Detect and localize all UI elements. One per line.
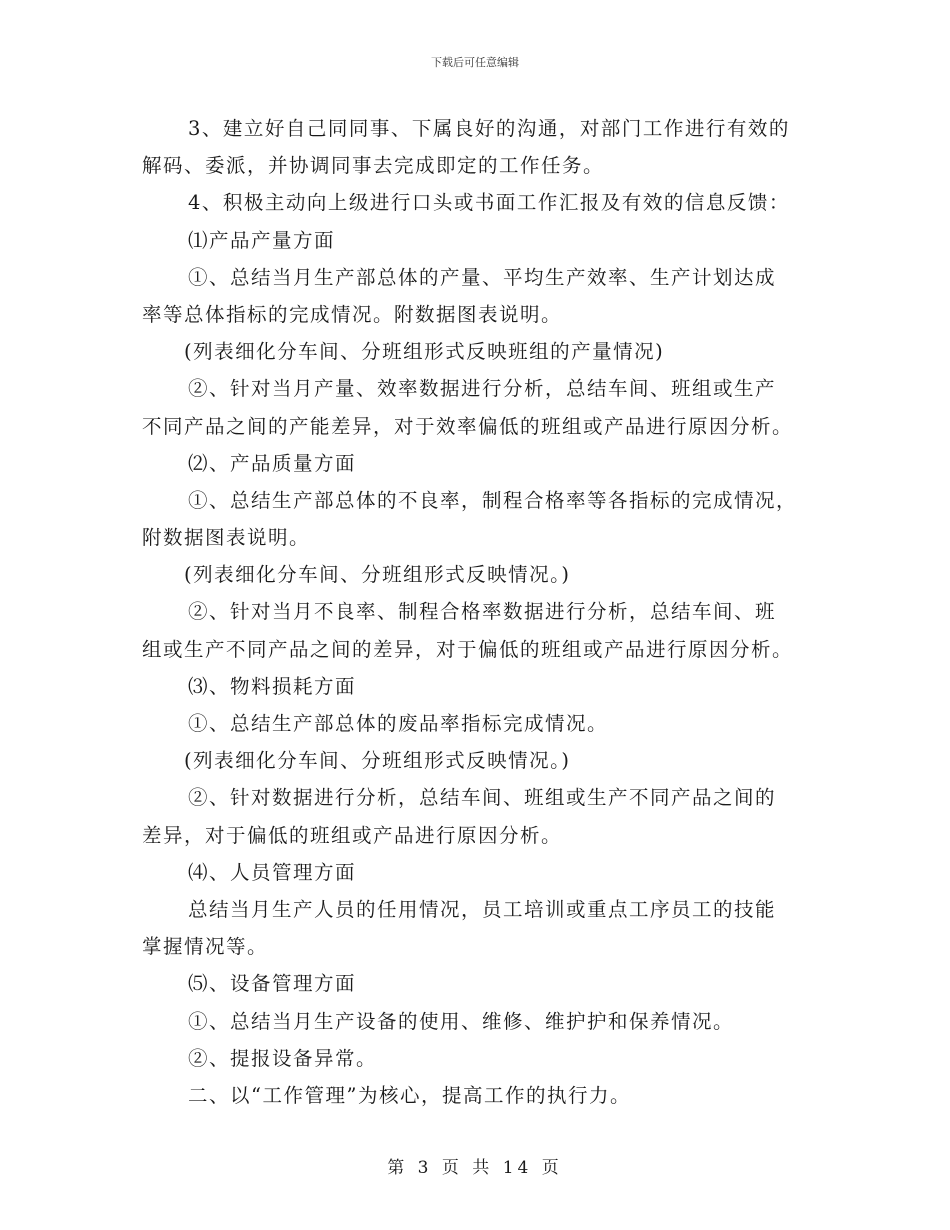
page-header-note: 下载后可任意编辑 bbox=[431, 56, 519, 69]
paragraph-line: ①、总结当月生产设备的使用、维修、维护护和保养情况。 bbox=[188, 1009, 735, 1033]
section-heading: ⑴产品产量方面 bbox=[188, 228, 336, 252]
section-heading: ⑷、人员管理方面 bbox=[188, 860, 357, 884]
paragraph-line: 组或生产不同产品之间的差异，对于偏低的班组或产品进行原因分析。 bbox=[142, 637, 794, 661]
paragraph-line: ②、提报设备异常。 bbox=[188, 1046, 378, 1070]
section-heading: 二、以“工作管理”为核心，提高工作的执行力。 bbox=[188, 1083, 631, 1107]
section-heading: ⑸、设备管理方面 bbox=[188, 972, 357, 996]
document-body bbox=[142, 110, 812, 1114]
paragraph-line: 掌握情况等。 bbox=[142, 935, 269, 959]
paragraph-line: ②、针对数据进行分析，总结车间、班组或生产不同产品之间的 bbox=[188, 786, 777, 810]
paragraph-line: (列表细化分车间、分班组形式反映情况。) bbox=[184, 563, 571, 587]
page-number: 第 3 页 共 14 页 bbox=[387, 1158, 563, 1178]
paragraph-line: ②、针对当月产量、效率数据进行分析，总结车间、班组或生产 bbox=[188, 377, 777, 401]
paragraph-line: ②、针对当月不良率、制程合格率数据进行分析，总结车间、班 bbox=[188, 600, 777, 624]
section-heading: ⑶、物料损耗方面 bbox=[188, 674, 357, 698]
paragraph-line: (列表细化分车间、分班组形式反映情况。) bbox=[184, 749, 571, 773]
paragraph-line: ①、总结生产部总体的废品率指标完成情况。 bbox=[188, 712, 609, 735]
paragraph-line: 差异，对于偏低的班组或产品进行原因分析。 bbox=[142, 823, 563, 847]
section-heading: ⑵、产品质量方面 bbox=[188, 451, 357, 475]
paragraph-line: ①、总结生产部总体的不良率，制程合格率等各指标的完成情况， bbox=[188, 488, 798, 512]
paragraph-line: ①、总结当月生产部总体的产量、平均生产效率、生产计划达成 bbox=[188, 265, 777, 289]
paragraph-line: (列表细化分车间、分班组形式反映班组的产量情况) bbox=[184, 340, 665, 364]
paragraph-line: 附数据图表说明。 bbox=[142, 526, 311, 550]
paragraph-line: 率等总体指标的完成情况。附数据图表说明。 bbox=[142, 302, 563, 326]
paragraph-line: 解码、委派，并协调同事去完成即定的工作任务。 bbox=[142, 154, 605, 178]
paragraph-line: 总结当月生产人员的任用情况，员工培训或重点工序员工的技能 bbox=[188, 897, 777, 921]
paragraph-line: 3、建立好自己同同事、下属良好的沟通，对部门工作进行有效的 bbox=[188, 117, 790, 140]
paragraph-line: 4、积极主动向上级进行口头或书面工作汇报及有效的信息反馈： bbox=[188, 191, 790, 215]
paragraph-line: 不同产品之间的产能差异，对于效率偏低的班组或产品进行原因分析。 bbox=[142, 414, 794, 438]
